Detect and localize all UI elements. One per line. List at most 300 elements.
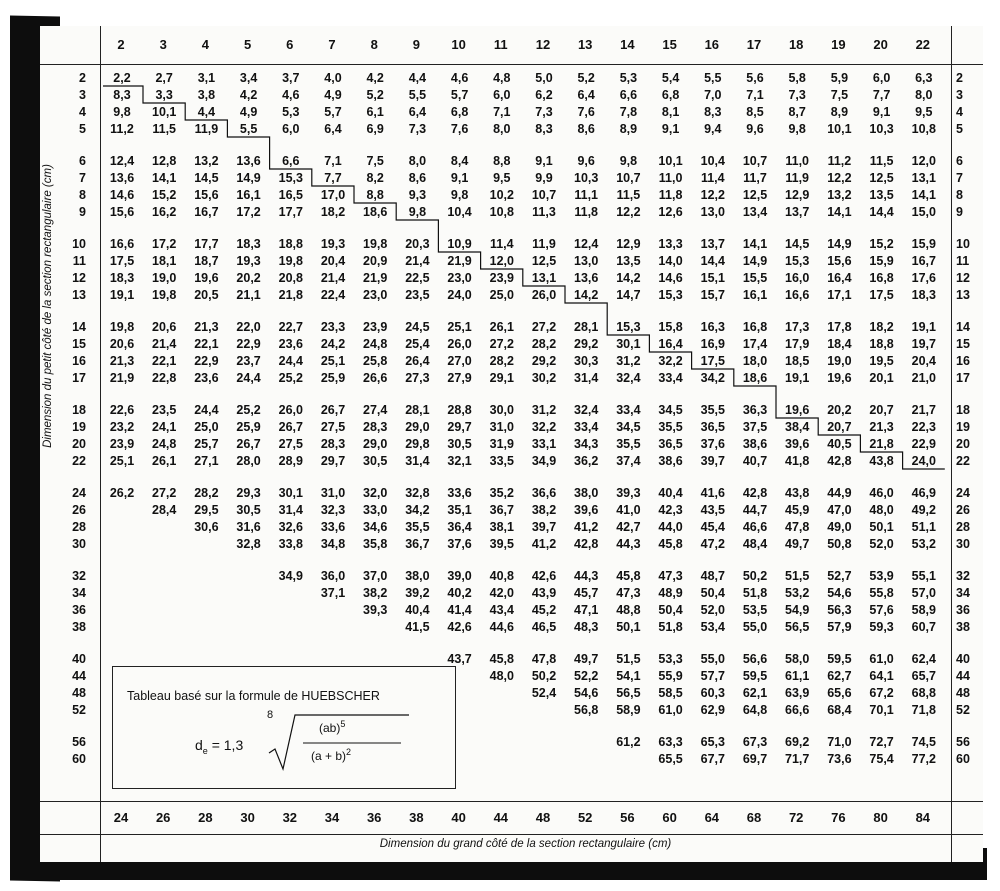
top-axis-label: 19 [831, 37, 846, 52]
value-cell: 19,8 [109, 320, 135, 334]
value-cell: 32,4 [616, 371, 641, 385]
row-label-right: 19 [956, 420, 970, 434]
value-cell: 42,0 [489, 586, 514, 600]
value-cell: 36,7 [489, 503, 514, 517]
value-cell: 18,3 [109, 271, 135, 285]
value-cell: 11,5 [152, 122, 176, 136]
row-label-right: 56 [956, 735, 970, 749]
row-label-left: 56 [72, 735, 86, 749]
value-cell: 8,7 [788, 105, 806, 119]
value-cell: 6,0 [493, 88, 511, 102]
value-cell: 62,4 [911, 652, 936, 666]
value-cell: 69,2 [785, 735, 810, 749]
value-cell: 20,4 [911, 354, 936, 368]
value-cell: 33,8 [278, 537, 303, 551]
value-cell: 29,7 [320, 454, 346, 468]
value-cell: 12,5 [531, 254, 557, 268]
row-label-right: 6 [956, 154, 963, 168]
value-cell: 14,1 [152, 171, 177, 185]
row-label-left: 5 [79, 122, 86, 136]
value-cell: 25,8 [363, 354, 388, 368]
value-cell: 32,8 [236, 537, 261, 551]
value-cell: 72,7 [869, 735, 894, 749]
value-cell: 41,5 [405, 620, 430, 634]
denominator-text: (a + b) [311, 749, 347, 763]
value-cell: 13,2 [194, 154, 219, 168]
value-cell: 35,1 [447, 503, 472, 517]
value-cell: 48,0 [489, 669, 514, 683]
value-cell: 10,1 [658, 154, 683, 168]
value-cell: 15,2 [869, 237, 894, 251]
row-label-right: 36 [956, 603, 970, 617]
value-cell: 49,7 [785, 537, 810, 551]
value-cell: 41,6 [700, 486, 725, 500]
value-cell: 39,3 [616, 486, 641, 500]
row-label-right: 17 [956, 371, 970, 385]
value-cell: 11,2 [827, 154, 852, 168]
value-cell: 16,3 [700, 320, 725, 334]
value-cell: 25,1 [320, 354, 346, 368]
value-cell: 12,2 [827, 171, 852, 185]
value-cell: 34,9 [278, 569, 303, 583]
value-cell: 10,4 [700, 154, 725, 168]
value-cell: 19,6 [827, 371, 852, 385]
row-label-right: 40 [956, 652, 970, 666]
value-cell: 40,4 [405, 603, 430, 617]
value-cell: 11,1 [574, 188, 598, 202]
value-cell: 6,3 [915, 71, 933, 85]
value-cell: 42,3 [658, 503, 683, 517]
value-cell: 20,2 [236, 271, 261, 285]
value-cell: 20,6 [152, 320, 177, 334]
value-cell: 47,8 [785, 520, 810, 534]
value-cell: 15,3 [616, 320, 641, 334]
row-label-right: 44 [956, 669, 970, 683]
value-cell: 40,8 [489, 569, 514, 583]
value-cell: 12,8 [152, 154, 177, 168]
value-cell: 55,1 [911, 569, 936, 583]
value-cell: 48,0 [869, 503, 894, 517]
value-cell: 6,1 [366, 105, 384, 119]
row-label-left: 20 [72, 437, 86, 451]
value-cell: 7,0 [704, 88, 722, 102]
value-cell: 59,5 [827, 652, 852, 666]
value-cell: 14,7 [616, 288, 641, 302]
value-cell: 13,5 [869, 188, 894, 202]
value-cell: 69,7 [742, 752, 768, 766]
row-label-right: 20 [956, 437, 970, 451]
value-cell: 24,8 [152, 437, 177, 451]
value-cell: 18,0 [742, 354, 768, 368]
numerator-exponent: 5 [340, 719, 346, 729]
value-cell: 13,1 [531, 271, 557, 285]
value-cell: 53,2 [785, 586, 810, 600]
value-cell: 21,4 [152, 337, 177, 351]
value-cell: 52,7 [827, 569, 852, 583]
value-cell: 39,0 [447, 569, 472, 583]
value-cell: 27,2 [531, 320, 557, 334]
value-cell: 52,4 [531, 686, 557, 700]
value-cell: 15,1 [700, 271, 725, 285]
value-cell: 58,5 [658, 686, 683, 700]
value-cell: 22,8 [152, 371, 177, 385]
value-cell: 24,1 [152, 420, 177, 434]
value-cell: 67,3 [742, 735, 768, 749]
value-cell: 6,8 [661, 88, 680, 102]
value-cell: 43,8 [869, 454, 894, 468]
value-cell: 19,0 [827, 354, 852, 368]
value-cell: 20,3 [405, 237, 430, 251]
top-axis-label: 13 [577, 37, 593, 52]
value-cell: 39,6 [574, 503, 599, 517]
value-cell: 48,9 [658, 586, 683, 600]
value-cell: 29,3 [236, 486, 261, 500]
value-cell: 63,3 [658, 735, 683, 749]
value-cell: 38,0 [405, 569, 430, 583]
value-cell: 10,8 [489, 205, 514, 219]
value-cell: 5,0 [535, 71, 553, 85]
value-cell: 7,3 [535, 105, 553, 119]
value-cell: 65,3 [700, 735, 725, 749]
value-cell: 25,0 [489, 288, 514, 302]
value-cell: 7,5 [830, 88, 849, 102]
value-cell: 23,7 [236, 354, 261, 368]
value-cell: 11,7 [743, 171, 767, 185]
row-label-right: 14 [956, 320, 970, 334]
value-cell: 65,5 [658, 752, 683, 766]
value-cell: 35,8 [363, 537, 388, 551]
value-cell: 24,8 [363, 337, 388, 351]
value-cell: 53,3 [658, 652, 683, 666]
value-cell: 39,3 [363, 603, 388, 617]
formula-title: Tableau basé sur la formule de HUEBSCHER [127, 689, 380, 703]
value-cell: 14,1 [742, 237, 768, 251]
value-cell: 24,2 [320, 337, 346, 351]
value-cell: 10,3 [574, 171, 599, 185]
value-cell: 7,7 [872, 88, 891, 102]
value-cell: 10,4 [447, 205, 472, 219]
value-cell: 32,4 [574, 403, 599, 417]
value-cell: 17,5 [109, 254, 135, 268]
value-cell: 9,8 [788, 122, 806, 136]
value-cell: 15,6 [827, 254, 852, 268]
value-cell: 34,6 [363, 520, 388, 534]
value-cell: 16,4 [658, 337, 683, 351]
value-cell: 30,1 [616, 337, 641, 351]
value-cell: 33,4 [616, 403, 641, 417]
staircase-path [103, 86, 945, 469]
value-cell: 12,0 [911, 154, 936, 168]
value-cell: 17,0 [320, 188, 346, 202]
value-cell: 8,9 [830, 105, 849, 119]
value-cell: 17,4 [742, 337, 768, 351]
value-cell: 11,0 [658, 171, 683, 185]
value-cell: 9,8 [450, 188, 469, 202]
value-cell: 50,4 [658, 603, 683, 617]
value-cell: 11,4 [700, 171, 725, 185]
chart-card [40, 26, 983, 862]
value-cell: 36,0 [320, 569, 346, 583]
value-cell: 24,4 [194, 403, 219, 417]
value-cell: 33,4 [574, 420, 599, 434]
top-axis-label: 17 [746, 37, 762, 52]
value-cell: 55,9 [658, 669, 683, 683]
value-cell: 43,9 [531, 586, 557, 600]
value-cell: 10,7 [742, 154, 768, 168]
value-cell: 61,0 [658, 703, 683, 717]
value-cell: 22,9 [194, 354, 219, 368]
value-cell: 11,5 [616, 188, 641, 202]
value-cell: 39,7 [531, 520, 557, 534]
value-cell: 54,6 [827, 586, 852, 600]
value-cell: 45,7 [574, 586, 599, 600]
value-cell: 15,6 [194, 188, 219, 202]
value-cell: 8,8 [366, 188, 384, 202]
row-label-left: 13 [72, 288, 86, 302]
row-label-right: 9 [956, 205, 963, 219]
value-cell: 5,4 [661, 71, 680, 85]
value-cell: 42,6 [447, 620, 472, 634]
top-axis-label: 11 [493, 37, 508, 52]
value-cell: 27,4 [363, 403, 388, 417]
value-cell: 32,8 [405, 486, 430, 500]
value-cell: 39,5 [489, 537, 514, 551]
value-cell: 14,2 [616, 271, 641, 285]
value-cell: 23,9 [489, 271, 514, 285]
value-cell: 3,8 [197, 88, 216, 102]
value-cell: 35,5 [658, 420, 683, 434]
value-cell: 16,7 [911, 254, 936, 268]
value-cell: 20,4 [320, 254, 346, 268]
value-cell: 60,7 [911, 620, 936, 634]
top-axis-label: 20 [873, 37, 888, 52]
value-cell: 37,6 [700, 437, 725, 451]
row-label-left: 24 [72, 486, 86, 500]
value-cell: 13,7 [785, 205, 810, 219]
value-cell: 16,5 [278, 188, 303, 202]
value-cell: 19,1 [109, 288, 135, 302]
bottom-axis-label: 24 [113, 810, 129, 825]
value-cell: 64,8 [742, 703, 768, 717]
value-cell: 40,7 [742, 454, 768, 468]
row-label-right: 26 [956, 503, 970, 517]
value-cell: 18,2 [320, 205, 346, 219]
value-cell: 12,5 [742, 188, 768, 202]
value-cell: 19,6 [785, 403, 810, 417]
row-label-left: 4 [79, 105, 86, 119]
value-cell: 38,2 [363, 586, 388, 600]
value-cell: 19,8 [363, 237, 388, 251]
value-cell: 55,0 [742, 620, 768, 634]
value-cell: 18,8 [869, 337, 894, 351]
value-cell: 16,2 [152, 205, 177, 219]
value-cell: 42,7 [616, 520, 641, 534]
value-cell: 22,7 [278, 320, 303, 334]
value-cell: 49,0 [827, 520, 852, 534]
row-label-right: 10 [956, 237, 970, 251]
value-cell: 27,5 [320, 420, 346, 434]
top-axis-label: 9 [412, 37, 420, 52]
x-axis-title: Dimension du grand côté de la section rectangulaire (cm) [379, 838, 672, 850]
value-cell: 23,3 [320, 320, 346, 334]
value-cell: 28,1 [574, 320, 599, 334]
value-cell: 20,7 [827, 420, 852, 434]
value-cell: 28,1 [405, 403, 430, 417]
value-cell: 13,0 [574, 254, 599, 268]
value-cell: 32,1 [447, 454, 472, 468]
value-cell: 38,2 [531, 503, 557, 517]
value-cell: 10,3 [869, 122, 894, 136]
value-cell: 24,4 [278, 354, 303, 368]
row-label-left: 17 [72, 371, 86, 385]
value-cell: 38,4 [785, 420, 810, 434]
value-cell: 37,6 [447, 537, 472, 551]
value-cell: 20,1 [869, 371, 894, 385]
value-cell: 28,3 [363, 420, 388, 434]
row-label-left: 40 [72, 652, 86, 666]
value-cell: 77,2 [911, 752, 936, 766]
value-cell: 47,8 [531, 652, 557, 666]
value-cell: 27,9 [447, 371, 472, 385]
value-cell: 28,0 [236, 454, 261, 468]
value-cell: 17,2 [236, 205, 261, 219]
value-cell: 15,9 [911, 237, 936, 251]
formula-lhs-symbol: d [195, 737, 203, 753]
formula-lhs-subscript: e [202, 745, 208, 756]
value-cell: 10,7 [616, 171, 641, 185]
value-cell: 8,0 [408, 154, 427, 168]
value-cell: 18,4 [827, 337, 852, 351]
row-label-left: 7 [79, 171, 86, 185]
value-cell: 11,8 [658, 188, 683, 202]
value-cell: 58,9 [911, 603, 936, 617]
value-cell: 19,1 [911, 320, 936, 334]
value-cell: 26,7 [278, 420, 303, 434]
value-cell: 9,3 [408, 188, 427, 202]
value-cell: 9,8 [619, 154, 638, 168]
value-cell: 8,8 [493, 154, 511, 168]
value-cell: 33,1 [531, 437, 557, 451]
value-cell: 31,4 [405, 454, 430, 468]
value-cell: 6,6 [282, 154, 300, 168]
value-cell: 33,6 [447, 486, 472, 500]
value-cell: 71,0 [827, 735, 852, 749]
value-cell: 22,1 [194, 337, 219, 351]
value-cell: 19,8 [278, 254, 303, 268]
value-cell: 68,8 [911, 686, 936, 700]
value-cell: 47,2 [700, 537, 725, 551]
row-label-left: 16 [72, 354, 86, 368]
value-cell: 17,8 [827, 320, 852, 334]
value-cell: 3,1 [197, 71, 216, 85]
value-cell: 68,4 [827, 703, 852, 717]
value-cell: 61,0 [869, 652, 894, 666]
value-cell: 17,5 [700, 354, 725, 368]
value-cell: 30,5 [236, 503, 261, 517]
value-cell: 47,3 [658, 569, 683, 583]
value-cell: 50,4 [700, 586, 725, 600]
row-label-right: 3 [956, 88, 963, 102]
value-cell: 67,2 [869, 686, 894, 700]
value-cell: 71,8 [911, 703, 936, 717]
value-cell: 9,5 [915, 105, 933, 119]
row-label-left: 30 [72, 537, 86, 551]
value-cell: 20,6 [109, 337, 135, 351]
row-label-right: 12 [956, 271, 970, 285]
bottom-axis-label: 44 [493, 810, 509, 825]
value-cell: 25,1 [109, 454, 135, 468]
value-cell: 14,4 [869, 205, 894, 219]
value-cell: 21,1 [236, 288, 261, 302]
value-cell: 16,0 [785, 271, 810, 285]
value-cell: 44,6 [489, 620, 514, 634]
value-cell: 12,9 [785, 188, 810, 202]
value-cell: 18,3 [911, 288, 936, 302]
diagonal-staircase-line [40, 26, 983, 862]
bottom-axis-label: 56 [620, 810, 635, 825]
value-cell: 18,5 [785, 354, 810, 368]
value-cell: 36,3 [742, 403, 768, 417]
value-cell: 42,8 [742, 486, 768, 500]
value-cell: 23,9 [109, 437, 135, 451]
value-cell: 19,7 [911, 337, 936, 351]
value-cell: 5,2 [577, 71, 595, 85]
value-cell: 22,9 [236, 337, 261, 351]
value-cell: 33,4 [658, 371, 683, 385]
value-cell: 58,0 [785, 652, 810, 666]
value-cell: 43,7 [447, 652, 472, 666]
value-cell: 44,3 [574, 569, 599, 583]
row-label-right: 15 [956, 337, 970, 351]
value-cell: 31,9 [489, 437, 514, 451]
row-label-right: 13 [956, 288, 970, 302]
value-cell: 26,1 [152, 454, 177, 468]
value-cell: 57,6 [869, 603, 894, 617]
value-cell: 14,1 [911, 188, 936, 202]
value-cell: 9,8 [408, 205, 427, 219]
value-cell: 27,0 [447, 354, 472, 368]
value-cell: 8,0 [493, 122, 511, 136]
top-axis-label: 8 [370, 37, 378, 52]
value-cell: 48,7 [700, 569, 725, 583]
value-cell: 13,6 [574, 271, 599, 285]
value-cell: 4,6 [282, 88, 300, 102]
value-cell: 6,6 [619, 88, 638, 102]
value-cell: 62,1 [742, 686, 768, 700]
value-cell: 34,2 [700, 371, 725, 385]
value-cell: 29,8 [405, 437, 430, 451]
value-cell: 51,8 [742, 586, 768, 600]
value-cell: 12,4 [574, 237, 599, 251]
value-cell: 8,6 [408, 171, 427, 185]
value-cell: 13,7 [700, 237, 725, 251]
value-cell: 54,9 [785, 603, 810, 617]
value-cell: 45,9 [785, 503, 810, 517]
value-cell: 18,2 [869, 320, 894, 334]
value-cell: 5,2 [366, 88, 384, 102]
row-label-right: 16 [956, 354, 970, 368]
value-cell: 18,3 [236, 237, 261, 251]
value-cell: 7,6 [577, 105, 595, 119]
value-cell: 45,4 [700, 520, 725, 534]
value-cell: 57,0 [911, 586, 936, 600]
top-axis-label: 2 [117, 37, 125, 52]
value-cell: 17,7 [278, 205, 303, 219]
value-cell: 36,4 [447, 520, 472, 534]
value-cell: 15,3 [278, 171, 303, 185]
value-cell: 20,2 [827, 403, 852, 417]
value-cell: 31,2 [616, 354, 641, 368]
